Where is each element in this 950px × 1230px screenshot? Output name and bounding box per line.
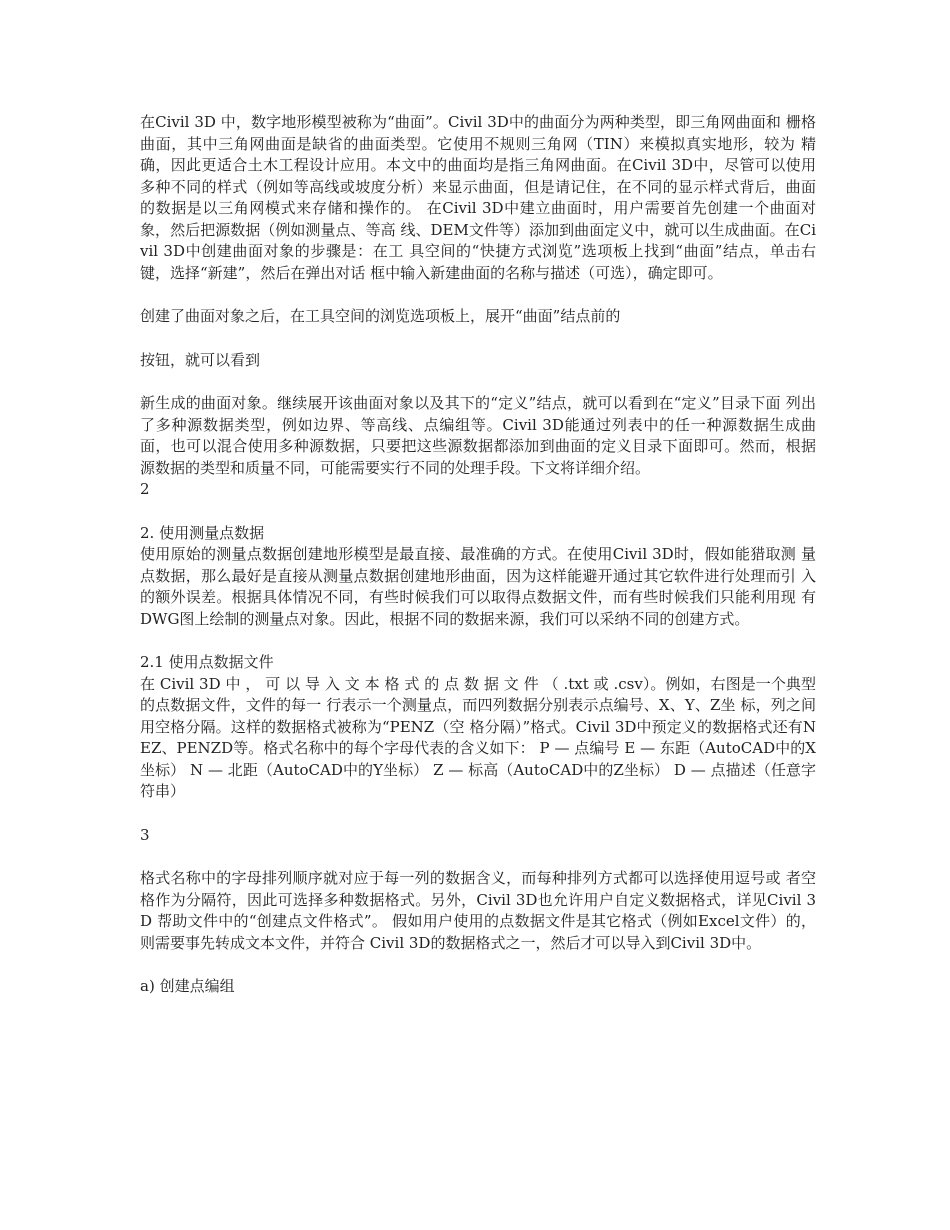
- paragraph-format-order: 格式名称中的字母排列顺序就对应于每一列的数据含义，而每种排列方式都可以选择使用逗号或 者空格作为分隔符，因此可选择多种数据格式。另外，Civil 3D也允许用户自定义数据格式，详见Civil 3D 帮助文件中的“创建点文件格式”。 假如用户使用的点数据文件是其它格式（例如Excel文件）的，则需要事先转成文本文件，并符合 Civil 3D的数据格式之一，然后才可以导入到Civil 3D中。: [140, 869, 816, 952]
- list-item-heading: a) 创建点编组: [140, 977, 235, 995]
- paragraph-survey-points: 使用原始的测量点数据创建地形模型是最直接、最准确的方式。在使用Civil 3D时，假如能猎取测 量点数据，那么最好是直接从测量点数据创建地形曲面，因为这样能避开通过其它软件进行处理而引 入的额外误差。根据具体情况不同，有些时候我们可以取得点数据文件，而有些时候我们只能利用现 有DWG图上绘制的测量点对象。因此，根据不同的数据来源，我们可以采纳不同的创建方式。: [140, 545, 816, 628]
- paragraph-point-file: 在 Civil 3D 中 ， 可 以 导 入 文 本 格 式 的 点 数 据 文 件 （ .txt 或 .csv）。例如，右图是一个典型的点数据文件，文件的每一 行表示一个测量点，而四列数据分别表示点编号、X、Y、Z坐 标，列之间用空格分隔。这样的数据格式被称为“PENZ（空 格分隔）”格式。Civil 3D中预定义的数据格式还有NEZ、PENZD等。格式名称中的每个字母代表的含义如下： P — 点编号 E — 东距（AutoCAD中的X坐标） N — 北距（AutoCAD中的Y坐标） Z — 标高（AutoCAD中的Z坐标） D — 点描述（任意字符串）: [140, 674, 816, 800]
- section-heading: 2. 使用测量点数据: [140, 523, 265, 542]
- page-number: 2: [140, 480, 150, 498]
- subsection-heading: 2.1 使用点数据文件: [140, 653, 274, 671]
- paragraph-intro: 在Civil 3D 中，数字地形模型被称为“曲面”。Civil 3D中的曲面分为两种类型，即三角网曲面和 栅格曲面，其中三角网曲面是缺省的曲面类型。它使用不规则三角网（TIN）来模拟真实地形，较为 精确，因此更适合土木工程设计应用。本文中的曲面均是指三角网曲面。在Civil 3D中，尽管可以使用 多种不同的样式（例如等高线或坡度分析）来显示曲面，但是请记住，在不同的显示样式背后，曲面 的数据是以三角网模式来存储和操作的。 在Civil 3D中建立曲面时，用户需要首先创建一个曲面对象，然后把源数据（例如测量点、等高 线、DEM文件等）添加到曲面定义中，就可以生成曲面。在Civil 3D中创建曲面对象的步骤是：在工 具空间的“快捷方式浏览”选项板上找到“曲面”结点，单击右键，选择“新建”，然后在弹出对话 框中输入新建曲面的名称与描述（可选），确定即可。: [140, 113, 821, 282]
- paragraph-button-see: 按钮，就可以看到: [140, 350, 261, 369]
- paragraph-expand-node: 创建了曲面对象之后，在工具空间的浏览选项板上，展开“曲面”结点前的: [140, 307, 621, 325]
- page-number: 3: [140, 825, 150, 844]
- document-body: [140, 112, 821, 998]
- paragraph-definition: 新生成的曲面对象。继续展开该曲面对象以及其下的“定义”结点，就可以看到在“定义”目录下面 列出了多种源数据类型，例如边界、等高线、点编组等。Civil 3D能通过列表中的任一种源数据生成曲 面，也可以混合使用多种源数据，只要把这些源数据都添加到曲面的定义目录下面即可。然而，根据 源数据的类型和质量不同，可能需要实行不同的处理手段。下文将详细介绍。: [140, 394, 821, 477]
